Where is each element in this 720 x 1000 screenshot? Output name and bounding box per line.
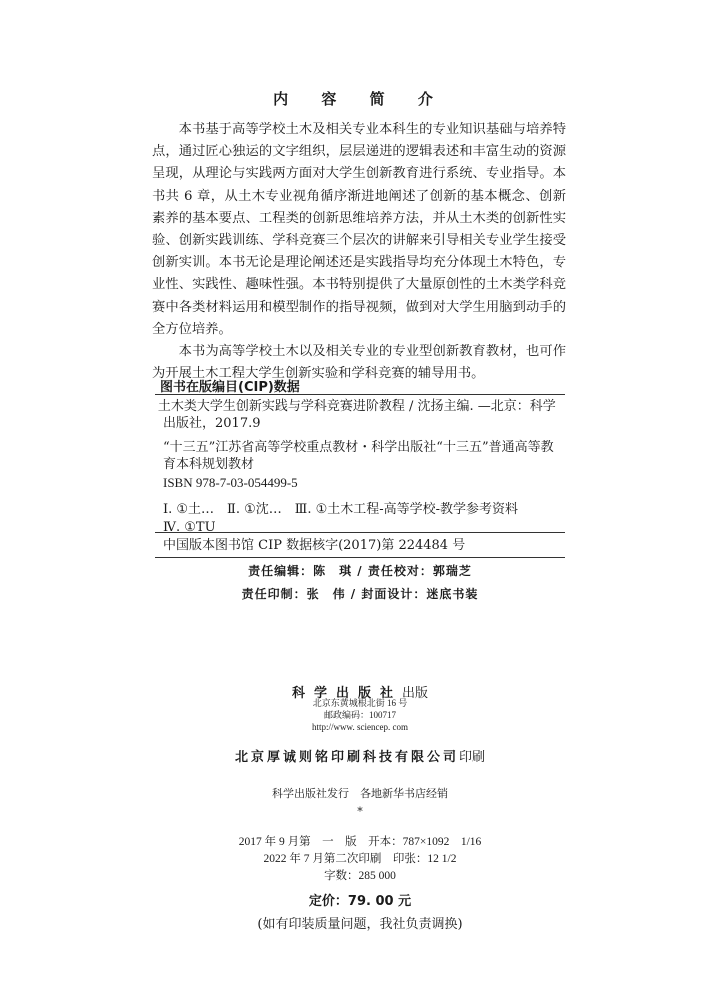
staff-line-1: 责任编辑：陈 琪 / 责任校对：郭瑞芝 bbox=[248, 564, 472, 578]
staff-line-2: 责任印制：张 伟 / 封面设计：迷底书装 bbox=[241, 587, 479, 601]
quality-note: (如有印装质量问题，我社负责调换) bbox=[257, 917, 463, 932]
cip-isbn: ISBN 978-7-03-054499-5 bbox=[163, 475, 298, 490]
publisher-website: http://www. sciencep. com bbox=[312, 722, 408, 732]
cip-bottom-rule bbox=[155, 557, 565, 558]
publisher-suffix: 出版 bbox=[402, 686, 429, 701]
cip-block bbox=[157, 398, 565, 536]
cip-classification-2: Ⅳ. ①TU bbox=[163, 520, 216, 535]
intro-paragraph: 本书基于高等学校土木及相关专业本科生的专业知识基础与培养特点，通过匠心独运的文字组织，层层递进的逻辑表述和丰富生动的资源呈现，从理论与实践两方面对大学生创新教育进行系统、专业指导。本书共 6 章，从土木专业视角循序渐进地阐述了创新的基本概念、创新素养的基本要点、工程类的创新思维培养方法，并从土木类的创新性实验、创新实践训练、学科竞赛三个层次的讲解来引导相关专业学生接受创新实训。本书无论是理论阐述还是实践指导均充分体现土木特色，专业性、实践性、趣味性强。本书特别提供了大量原创性的土木类学科竞赛中各类材料运用和模型制作的指导视频，做到对大学生用脑到动手的全方位培养。 bbox=[152, 122, 566, 337]
price: 定价：79. 00 元 bbox=[308, 894, 412, 909]
distribution: 科学出版社发行 各地新华书店经销 bbox=[272, 787, 448, 800]
printer-line bbox=[0, 746, 720, 765]
cip-middle-rule bbox=[155, 532, 565, 533]
publisher-name: 科学出版社 bbox=[291, 686, 402, 701]
printer-name: 北京厚诚则铭印刷科技有限公司 bbox=[234, 750, 459, 765]
intro-paragraph: 本书为高等学校土木以及相关专业的专业型创新教育教材，也可作为开展土木工程大学生创新实验和学科竞赛的辅导用书。 bbox=[152, 344, 566, 382]
cip-entry: 土木类大学生创新实践与学科竞赛进阶教程 / 沈扬主编. —北京：科学出版社，2017.9 bbox=[157, 399, 556, 431]
edition-line-1: 2017 年 9 月第 一 版 开本：787×1092 1/16 bbox=[238, 836, 482, 848]
cip-classification-1: Ⅰ. ①土… Ⅱ. ①沈… Ⅲ. ①土木工程-高等学校-教学参考资料 bbox=[163, 502, 519, 517]
cip-heading: 图书在版编目(CIP)数据 bbox=[160, 380, 300, 395]
cip-number: 中国版本图书馆 CIP 数据核字(2017)第 224484 号 bbox=[163, 538, 466, 553]
separator-star: * bbox=[357, 805, 363, 818]
cip-series: “十三五”江苏省高等学校重点教材・科学出版社“十三五”普通高等教育本科规划教材 bbox=[163, 440, 554, 472]
word-count: 字数：285 000 bbox=[324, 870, 396, 882]
edition-line-2: 2022 年 7 月第二次印刷 印张：12 1/2 bbox=[263, 853, 457, 865]
intro-title: 内 容 简 介 bbox=[273, 90, 447, 108]
publisher-address: 北京东黄城根北街 16 号 bbox=[312, 698, 408, 708]
printer-suffix: 印刷 bbox=[459, 750, 486, 765]
cip-top-rule bbox=[155, 394, 565, 395]
intro-body bbox=[152, 119, 566, 385]
publisher-postcode: 邮政编码：100717 bbox=[323, 710, 396, 720]
